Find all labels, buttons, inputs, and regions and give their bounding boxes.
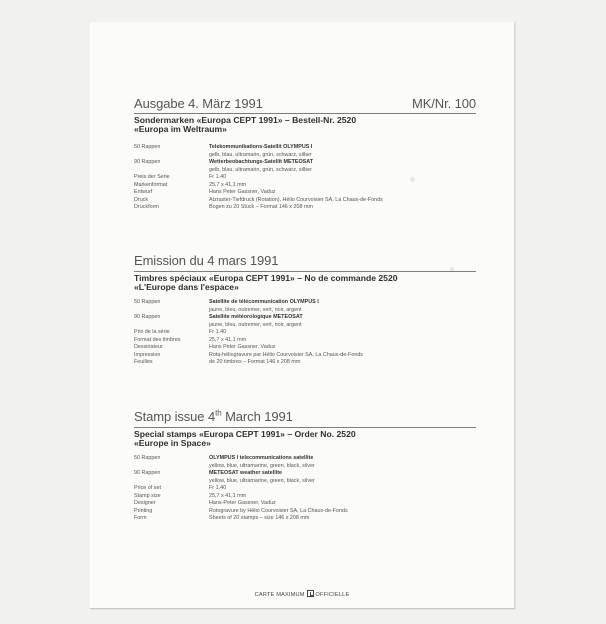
detail-row	[134, 337, 476, 345]
detail-row	[134, 182, 476, 190]
card-number: MK/Nr. 100	[411, 96, 476, 111]
detail-row	[134, 344, 476, 352]
detail-value: Fr 1.40	[209, 174, 227, 180]
smudge-mark	[352, 198, 356, 201]
footer-left-text: CARTE MAXIMUM	[254, 592, 305, 598]
detail-key: Entwurf	[134, 189, 153, 195]
title-line-1: Timbres spéciaux «Europa CEPT 1991» – No de commande 2520	[134, 273, 398, 283]
detail-key: Price of set	[134, 485, 161, 491]
detail-row	[134, 493, 476, 501]
detail-value: Atzraster-Tiefdruck (Rotation), Hélio Courvoisier SA, La Chaux-de-Fonds	[209, 196, 383, 203]
detail-value: Satellite météorologique METEOSAT	[209, 314, 303, 320]
title-line-1: Special stamps «Europa CEPT 1991» – Order No. 2520	[134, 429, 356, 439]
section-header-en	[134, 409, 476, 424]
detail-key: Printing	[134, 507, 153, 514]
detail-key: Designer	[134, 500, 156, 506]
issue-date-en-post: March 1991	[221, 409, 293, 425]
issue-date-de: Ausgabe 4. März 1991	[134, 96, 263, 111]
detail-key: Dessinateur	[134, 344, 163, 350]
details-fr	[134, 299, 476, 367]
footer-right-text: OFFICIELLE	[315, 592, 350, 598]
detail-key: Druck	[134, 196, 149, 203]
smudge-mark	[410, 177, 415, 182]
detail-key: Prix de la série	[134, 329, 170, 335]
detail-key: Preis der Serie	[134, 174, 170, 180]
detail-key: Impression	[134, 351, 161, 358]
detail-key: Feuilles	[134, 359, 153, 365]
detail-key: Markenformat	[134, 181, 168, 188]
detail-value: Satellite de télécommunication OLYMPUS I	[209, 299, 319, 305]
maximum-card	[90, 22, 515, 609]
issue-date-en-sup: th	[215, 409, 222, 418]
detail-sub: yellow, blue, ultramarine, green, black, silver	[209, 462, 315, 469]
issue-date-en	[134, 409, 293, 424]
details-en	[134, 455, 476, 523]
detail-sub: jaune, bleu, outremer, vert, noir, argent	[209, 321, 302, 328]
detail-value: Wetterbeobachtungs-Satellit METEOSAT	[209, 159, 314, 165]
detail-value: Rotogravure by Hélio Courvoisier SA, La Chaux-de-Fonds	[209, 507, 348, 514]
detail-key: 90 Rappen	[134, 470, 161, 476]
detail-key: 50 Rappen	[134, 455, 161, 461]
section-title-de	[134, 116, 476, 135]
detail-key: 90 Rappen	[134, 314, 161, 320]
detail-value: Rota-héliogravure par Hélio Courvoisier SA, La Chaux-de-Fonds	[209, 351, 364, 358]
details-de	[134, 144, 476, 212]
detail-key: Form	[134, 515, 147, 521]
detail-sub: gelb, blau, ultramarin, grün, schwarz, silber	[209, 166, 312, 173]
smudge-mark	[450, 267, 454, 271]
detail-value: Fr 1.40	[209, 329, 227, 335]
detail-key: Druckform	[134, 204, 159, 210]
section-title-fr	[134, 274, 476, 293]
divider-en	[134, 427, 476, 428]
ptt-logo-icon	[307, 590, 314, 597]
detail-value: 25,7 x 41,1 mm	[209, 336, 247, 343]
detail-row	[134, 485, 476, 493]
detail-row	[134, 174, 476, 182]
detail-key: Stamp size	[134, 492, 161, 499]
detail-key: 50 Rappen	[134, 144, 161, 150]
detail-row	[134, 515, 476, 523]
detail-row	[134, 500, 476, 508]
detail-value: 25,7 x 41,1 mm	[209, 492, 247, 499]
detail-value: Telekommunikations-Satellit OLYMPUS I	[209, 144, 313, 150]
divider-fr	[134, 271, 476, 272]
card-footer	[90, 590, 514, 598]
detail-row	[134, 197, 476, 205]
detail-value: Hans Peter Gassner, Vaduz	[209, 189, 276, 195]
detail-row	[134, 329, 476, 337]
detail-row	[134, 204, 476, 212]
detail-value: de 20 timbres – Format 146 x 208 mm	[209, 359, 301, 365]
detail-value: OLYMPUS I telecommunications satellite	[209, 455, 314, 461]
detail-key: 50 Rappen	[134, 299, 161, 305]
detail-value: Bogen zu 20 Stück – Format 146 x 208 mm	[209, 204, 313, 210]
section-title-en	[134, 430, 476, 449]
issue-date-fr: Emission du 4 mars 1991	[134, 253, 279, 268]
detail-value: Fr 1.40	[209, 485, 227, 491]
detail-row	[134, 455, 476, 470]
detail-key: 90 Rappen	[134, 159, 161, 165]
detail-row	[134, 144, 476, 159]
detail-sub: gelb, blau, ultramarin, grün, schwarz, silber	[209, 151, 312, 158]
detail-row	[134, 352, 476, 360]
section-header-fr	[134, 253, 476, 268]
detail-key: Format des timbres	[134, 336, 181, 343]
section-header-de	[134, 96, 476, 111]
title-line-2: «L'Europe dans l'espace»	[134, 282, 239, 293]
detail-row	[134, 189, 476, 197]
detail-value: Hans Peter Gassner, Vaduz	[209, 344, 276, 350]
detail-value: Sheets of 20 stamps – size 146 x 208 mm	[209, 515, 310, 521]
detail-row	[134, 159, 476, 174]
detail-value: Hans-Peter Gassner, Vaduz	[209, 500, 276, 506]
title-line-2: «Europe in Space»	[134, 438, 211, 449]
title-line-2: «Europa im Weltraum»	[134, 124, 227, 135]
detail-row	[134, 314, 476, 329]
detail-value: 25,7 x 41,1 mm	[209, 181, 247, 188]
detail-row	[134, 359, 476, 367]
title-line-1: Sondermarken «Europa CEPT 1991» – Bestell-Nr. 2520	[134, 115, 357, 125]
detail-row	[134, 299, 476, 314]
detail-row	[134, 470, 476, 485]
divider-de	[134, 113, 476, 114]
detail-row	[134, 508, 476, 516]
issue-date-en-pre: Stamp issue 4	[134, 409, 216, 425]
detail-sub: yellow, blue, ultramarine, green, black, silver	[209, 477, 315, 484]
detail-sub: jaune, bleu, outremer, vert, noir, argent	[209, 306, 302, 313]
detail-value: METEOSAT weather satellite	[209, 470, 282, 476]
